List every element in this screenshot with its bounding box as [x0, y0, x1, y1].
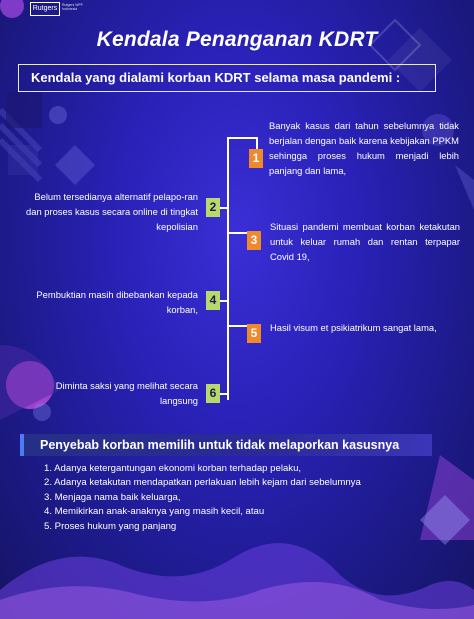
connector-1 — [227, 137, 257, 139]
number-badge-2: 2 — [206, 198, 220, 217]
page-title: Kendala Penanganan KDRT — [96, 28, 378, 51]
connector-3 — [227, 232, 247, 234]
logo-subtext: Rutgers WPF Indonesia — [62, 3, 84, 11]
section1-heading: Kendala yang dialami korban KDRT selama masa pandemi : — [18, 64, 436, 92]
list-item: 2. Adanya ketakutan mendapatkan perlakuan lebih kejam dari sebelumnya — [44, 477, 361, 489]
connector-5 — [227, 325, 247, 327]
list-item: 4. Memikirkan anak-anaknya yang masih kecil, atau — [44, 506, 265, 518]
number-badge-4: 4 — [206, 291, 220, 310]
list-item: 3. Menjaga nama baik keluarga, — [44, 491, 181, 503]
number-badge-3: 3 — [247, 231, 261, 250]
reasons-list — [44, 462, 361, 534]
connector-4 — [220, 300, 228, 302]
item-4-text: Pembuktian masih dibebankan kepada korban, — [36, 289, 198, 315]
number-badge-6: 6 — [206, 384, 220, 403]
timeline-line — [227, 137, 229, 400]
number-badge-5: 5 — [247, 324, 261, 343]
item-1-text: Banyak kasus dari tahun sebelumnya tidak berjalan dengan baik karena kebijakan PPKM sehingga proses hukum menjadi lebih panjang dan lama, — [269, 120, 459, 176]
list-item: 1. Adanya ketergantungan ekonomi korban terhadap pelaku, — [44, 463, 302, 474]
section2-heading: Penyebab korban memilih untuk tidak melaporkan kasusnya — [20, 434, 432, 456]
item-3-text: Situasi pandemi membuat korban ketakutan untuk keluar rumah dan rentan terpapar Covid 19, — [270, 221, 460, 262]
connector-6 — [220, 393, 228, 395]
item-2-text: Belum tersedianya alternatif pelapo-ran dan proses kasus secara online di tingkat kepolisian — [26, 191, 198, 232]
item-6-text: Diminta saksi yang melihat secara langsung — [55, 380, 198, 406]
rutgers-logo: Rutgers — [30, 2, 60, 16]
number-badge-1: 1 — [249, 149, 263, 168]
item-5-text: Hasil visum et psikiatrikum sangat lama, — [270, 322, 437, 333]
connector-2 — [220, 207, 228, 209]
list-item: 5. Proses hukum yang panjang — [44, 520, 177, 532]
